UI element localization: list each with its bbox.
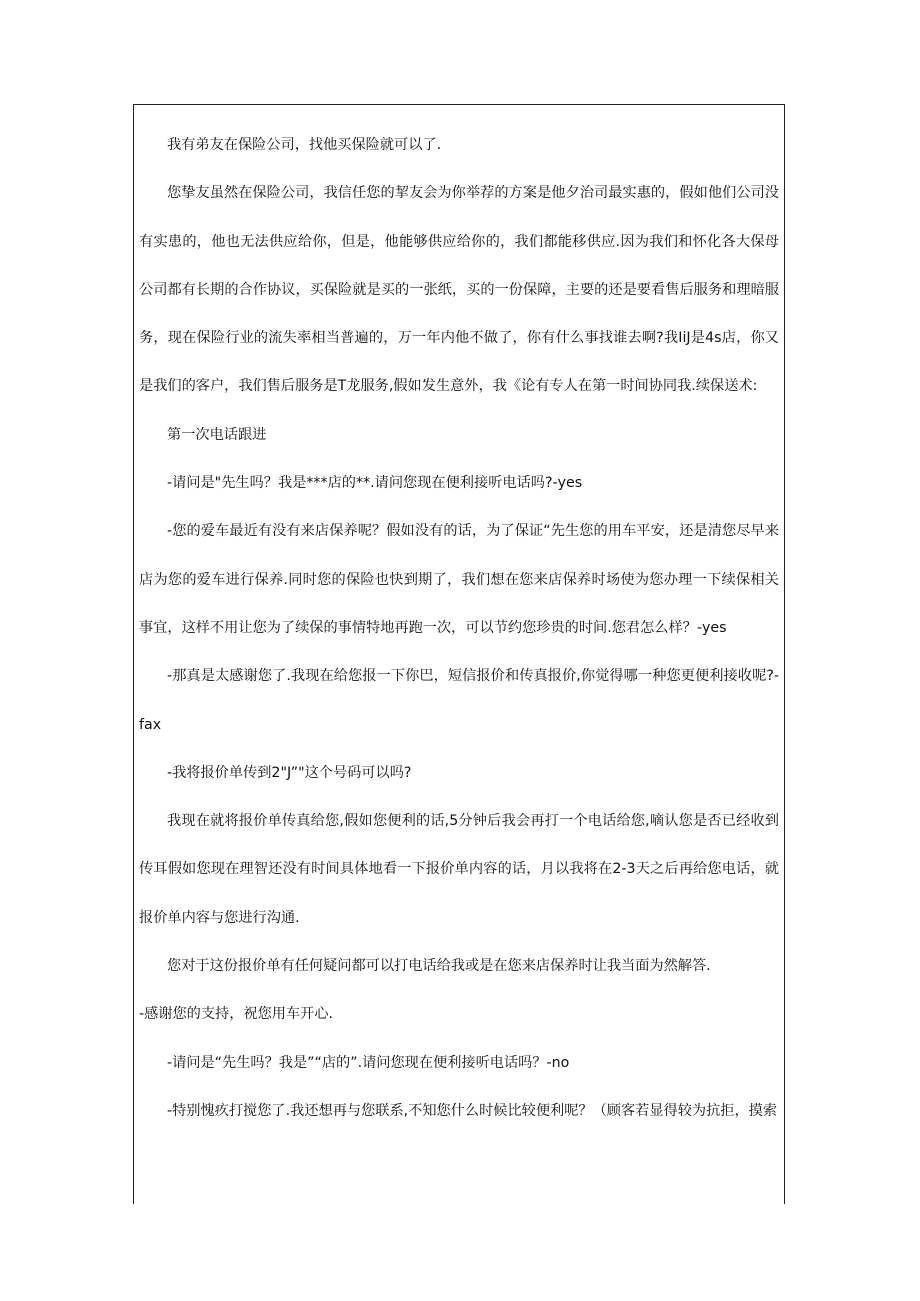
paragraph: 我有弟友在保险公司，找他买保险就可以了. [167,137,442,153]
paragraph: -那真是太感谢您了.我现在给您报一下你巴，短信报价和传真报价,你觉得哪一种您更便利接收呢?-fax [139,668,779,733]
paragraph: 您对于这份报价单有任何疑问都可以打电话给我或是在您来店保养时让我当面为然解答. [167,958,711,975]
paragraph: -请问是"先生吗？我是***店的**.请问您现在便利接听电话吗?-yes [167,475,583,492]
document-page-frame [133,104,785,1204]
document-body [139,121,779,1135]
paragraph: -请问是“先生吗？我是”“店的”.请问您现在便利接听电话吗？-no [167,1054,570,1071]
paragraph: 第一次电话跟进 [167,426,267,443]
paragraph: 您挚友虽然在保险公司，我信任您的挈友会为你举荐的方案是他夕治司最实惠的，假如他们公司没有实患的，他也无法供应给你，但是，他能够供应给你的，我们都能移供应.因为我们和怀化各大保母公司都有长期的合作协议，买保险就是买的一张纸，买的一份保障，主要的还是要看售后服务和理暗服务，现在保险行业的流失率相当普遍的，万一年内他不做了，你有什么事找谁去啊?我IiJ是4s店，你又是我们的客户，我们售后服务是T龙服务,假如发生意外，我《论有专人在第一时间协同我.续保送术: [139,185,779,395]
paragraph: -特别愧疚打搅您了.我还想再与您联系,不知您什么时候比较便利呢？（顾客若显得较为抗拒，摸索 [167,1102,778,1119]
paragraph: -我将报价单传到2"J”"这个号码可以吗? [167,764,412,781]
paragraph: -您的爱车最近有没有来店保养呢？假如没有的话，为了保证“先生您的用车平安，还是清您尽早来店为您的爱车进行保养.同时您的保险也快到期了，我们想在您来店保养时场使为您办理一下续保相关事宜，这样不用让您为了续保的事情特地再跑一次，可以节约您珍贵的时间.您君怎么样？-yes [139,523,779,636]
paragraph: -感谢您的支持，祝您用车开心. [139,1006,334,1023]
paragraph: 我现在就将报价单传真给您,假如您便利的话,5分钟后我会再打一个电话给您,嘀认您是否已经收到传耳假如您现在理智还没有时间具体地看一下报价单内容的话，月以我将在2-3天之后再给您电话，就报价单内容与您进行沟通. [139,813,779,926]
